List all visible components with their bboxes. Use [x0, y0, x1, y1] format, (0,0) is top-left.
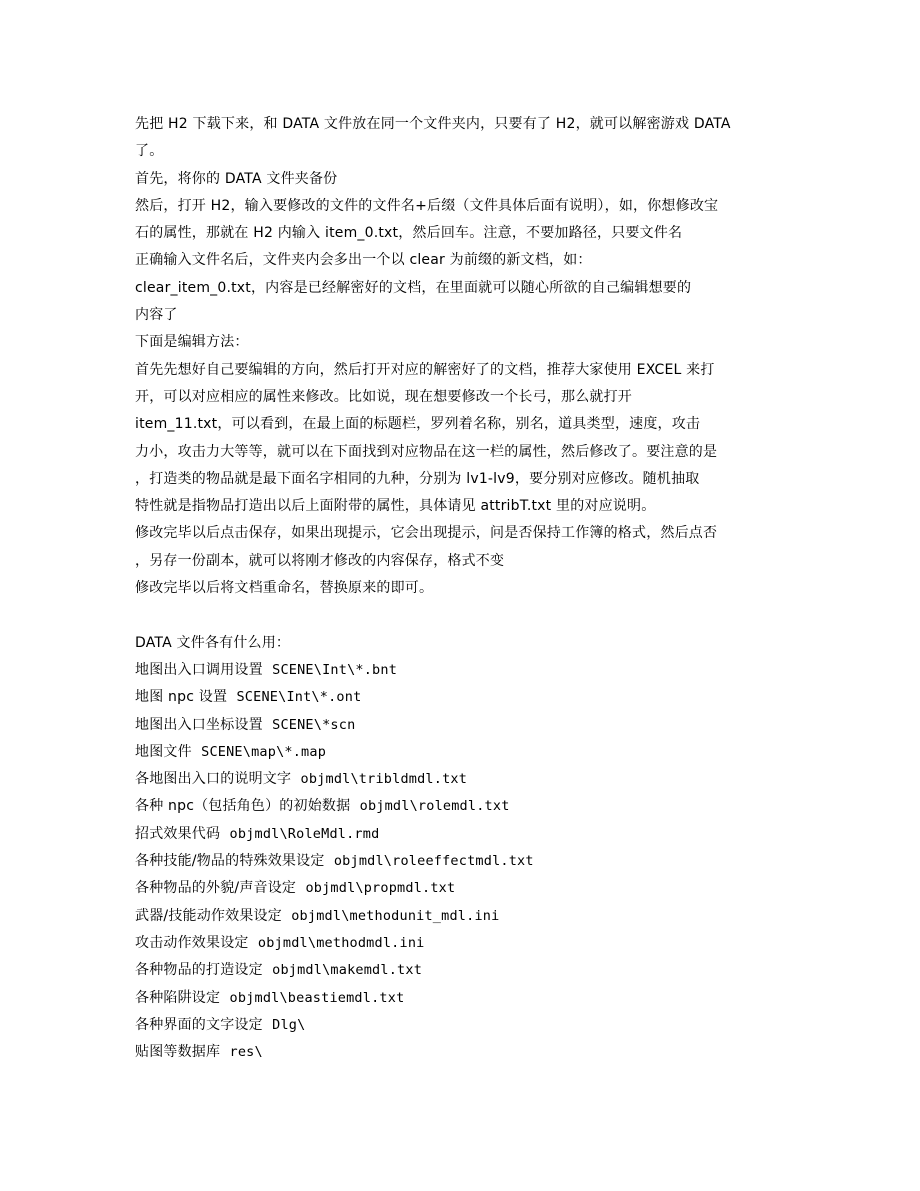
paragraph-line: 首先先想好自己要编辑的方向，然后打开对应的解密好了的文档，推荐大家使用 EXCEL 来打	[135, 361, 715, 378]
file-description: 招式效果代码	[135, 825, 221, 842]
file-description: 各种界面的文字设定	[135, 1016, 263, 1033]
paragraph-line: ，另存一份副本，就可以将刚才修改的内容保存，格式不变	[135, 552, 505, 569]
file-path: SCENE\Int\*.ont	[236, 689, 362, 706]
file-path: res\	[229, 1044, 263, 1061]
paragraph-line: 内容了	[135, 307, 178, 324]
file-description: 各种 npc（包括角色）的初始数据	[135, 798, 351, 815]
file-description: 各种物品的打造设定	[135, 962, 263, 979]
file-path: objmdl\makemdl.txt	[272, 962, 423, 979]
paragraph-line: ，打造类的物品就是最下面名字相同的九种，分别为 lv1-lv9，要分别对应修改。随机抽取	[135, 470, 700, 487]
file-list-item	[135, 1039, 785, 1066]
paragraph-line: 开，可以对应相应的属性来修改。比如说，现在想要修改一个长弓，那么就打开	[135, 388, 632, 405]
file-list-item	[135, 821, 785, 848]
file-list-item	[135, 712, 785, 739]
paragraph-line: 修改完毕以后将文档重命名，替换原来的即可。	[135, 580, 434, 597]
file-list-item	[135, 684, 785, 711]
file-list-item	[135, 985, 785, 1012]
paragraph-line: 下面是编辑方法：	[135, 334, 249, 351]
paragraph-line: item_11.txt，可以看到，在最上面的标题栏，罗列着名称，别名，道具类型，速度，攻击	[135, 416, 701, 433]
file-list-item	[135, 766, 785, 793]
file-list-item	[135, 1012, 785, 1039]
file-list-item	[135, 739, 785, 766]
file-list-item	[135, 930, 785, 957]
file-description: 各种技能/物品的特殊效果设定	[135, 853, 325, 870]
paragraph-line: clear_item_0.txt，内容是已经解密好的文档，在里面就可以随心所欲的自己编辑想要的	[135, 279, 692, 296]
document-body	[135, 111, 785, 1066]
file-path: objmdl\rolemdl.txt	[359, 798, 510, 815]
file-path: objmdl\tribldmdl.txt	[300, 771, 468, 788]
file-description: 各地图出入口的说明文字	[135, 771, 292, 788]
file-list-item	[135, 848, 785, 875]
paragraph-line: 了。	[135, 143, 164, 160]
file-list-title: DATA 文件各有什么用：	[135, 634, 291, 651]
file-list-item	[135, 903, 785, 930]
file-description: 各种物品的外貌/声音设定	[135, 880, 297, 897]
paragraph-line: 然后，打开 H2，输入要修改的文件的文件名+后缀（文件具体后面有说明），如，你想修改宝	[135, 197, 719, 214]
file-path: SCENE\map\*.map	[201, 743, 327, 760]
file-list-item	[135, 793, 785, 820]
file-description: 地图出入口调用设置	[135, 661, 263, 678]
file-description: 地图出入口坐标设置	[135, 716, 263, 733]
file-path: objmdl\beastiemdl.txt	[229, 989, 405, 1006]
file-path: SCENE\Int\*.bnt	[272, 661, 398, 678]
file-list-item	[135, 875, 785, 902]
file-path: objmdl\methodunit_mdl.ini	[291, 907, 500, 924]
file-list	[135, 657, 785, 1066]
paragraph-line: 力小，攻击力大等等，就可以在下面找到对应物品在这一栏的属性，然后修改了。要注意的是	[135, 443, 718, 460]
file-list-item	[135, 957, 785, 984]
file-description: 贴图等数据库	[135, 1044, 221, 1061]
paragraph-line: 正确输入文件名后，文件夹内会多出一个以 clear 为前缀的新文档，如：	[135, 252, 592, 269]
file-description: 攻击动作效果设定	[135, 934, 249, 951]
paragraph-line: 先把 H2 下载下来，和 DATA 文件放在同一个文件夹内，只要有了 H2，就可以解密游戏 DATA	[135, 116, 731, 132]
file-description: 武器/技能动作效果设定	[135, 907, 282, 924]
file-path: objmdl\methodmdl.ini	[257, 934, 425, 951]
file-description: 各种陷阱设定	[135, 989, 221, 1006]
paragraph-line: 修改完毕以后点击保存，如果出现提示，它会出现提示，问是否保持工作簿的格式，然后点否	[135, 525, 718, 542]
paragraph-line: 特性就是指物品打造出以后上面附带的属性，具体请见 attribT.txt 里的对应说明。	[135, 498, 656, 515]
file-description: 地图 npc 设置	[135, 689, 228, 706]
file-list-item	[135, 657, 785, 684]
file-path: SCENE\*scn	[272, 716, 356, 733]
file-description: 地图文件	[135, 743, 192, 760]
file-path: Dlg\	[272, 1016, 306, 1033]
paragraph-line: 首先，将你的 DATA 文件夹备份	[135, 170, 338, 187]
paragraph-line: 石的属性，那就在 H2 内输入 item_0.txt，然后回车。注意，不要加路径，只要文件名	[135, 225, 683, 242]
file-path: objmdl\RoleMdl.rmd	[229, 825, 380, 842]
file-path: objmdl\propmdl.txt	[305, 880, 456, 897]
file-path: objmdl\roleeffectmdl.txt	[333, 853, 534, 870]
blank-line	[135, 602, 785, 629]
